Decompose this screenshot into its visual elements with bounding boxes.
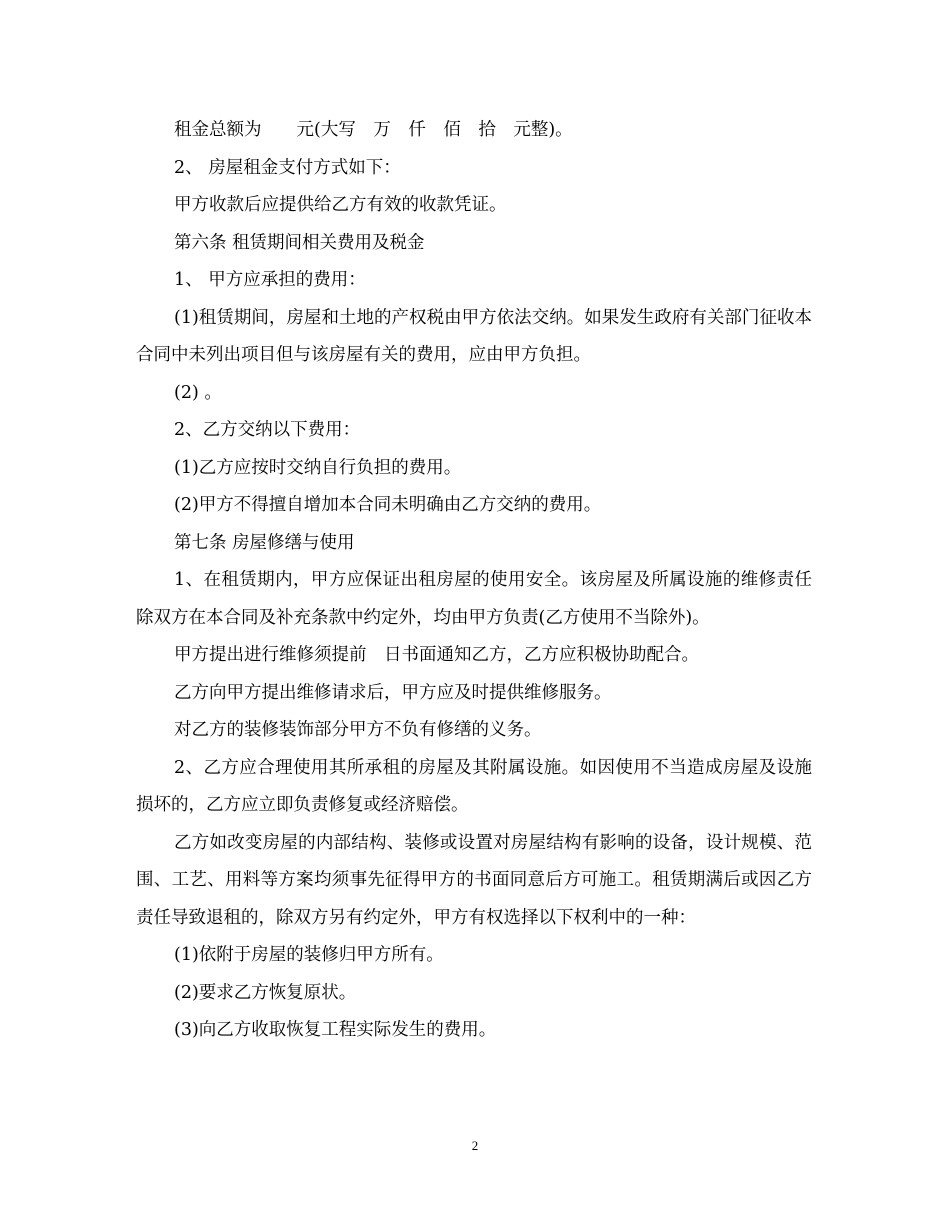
section-heading-article-7: 第七条 房屋修缮与使用	[174, 532, 355, 553]
paragraph-party-a-fees: 1、 甲方应承担的费用：	[174, 270, 366, 290]
paragraph-maintenance-notice: 甲方提出进行维修须提前 日书面通知乙方，乙方应积极协助配合。	[174, 645, 699, 665]
paragraph-receipt: 甲方收款后应提供给乙方有效的收款凭证。	[174, 195, 507, 215]
paragraph-item-2-blank: (2) 。	[174, 382, 222, 403]
paragraph-decoration-no-repair: 对乙方的装修装饰部分甲方不负有修缮的义务。	[174, 720, 542, 740]
paragraph-rent-total: 租金总额为 元(大写 万 仟 佰 拾 元整)。	[174, 120, 573, 140]
page-number: 2	[471, 1138, 479, 1153]
document-body	[136, 112, 812, 1050]
paragraph-payment-method: 2、 房屋租金支付方式如下：	[174, 157, 401, 178]
paragraph-no-extra-fees: (2)甲方不得擅自增加本合同未明确由乙方交纳的费用。	[174, 495, 602, 515]
paragraph-party-b-pay-on-time: (1)乙方应按时交纳自行负担的费用。	[174, 457, 462, 478]
paragraph-property-tax: (1)租赁期间，房屋和土地的产权税由甲方依法交纳。如果发生政府有关部门征收本合同中未列出项目但与该房屋有关的费用，应由甲方负担。	[136, 307, 812, 365]
paragraph-maintenance-request: 乙方向甲方提出维修请求后，甲方应及时提供维修服务。	[174, 682, 612, 703]
section-heading-article-6: 第六条 租赁期间相关费用及税金	[174, 232, 425, 253]
paragraph-proper-use: 2、乙方应合理使用其所承租的房屋及其附属设施。如因使用不当造成房屋及设施损坏的，乙方应立即负责修复或经济赔偿。	[136, 757, 812, 815]
paragraph-party-b-fees: 2、乙方交纳以下费用：	[174, 420, 361, 440]
paragraph-option-2: (2)要求乙方恢复原状。	[174, 982, 357, 1003]
paragraph-maintenance-responsibility: 1、在租赁期内，甲方应保证出租房屋的使用安全。该房屋及所属设施的维修责任除双方在本合同及补充条款中约定外，均由甲方负责(乙方使用不当除外)。	[136, 570, 812, 628]
paragraph-option-3: (3)向乙方收取恢复工程实际发生的费用。	[174, 1020, 497, 1040]
paragraph-option-1: (1)依附于房屋的装修归甲方所有。	[174, 945, 444, 965]
paragraph-structural-changes: 乙方如改变房屋的内部结构、装修或设置对房屋结构有影响的设备，设计规模、范围、工艺、用料等方案均须事先征得甲方的书面同意后方可施工。租赁期满后或因乙方责任导致退租的，除双方另有约定外，甲方有权选择以下权利中的一种：	[136, 832, 812, 928]
